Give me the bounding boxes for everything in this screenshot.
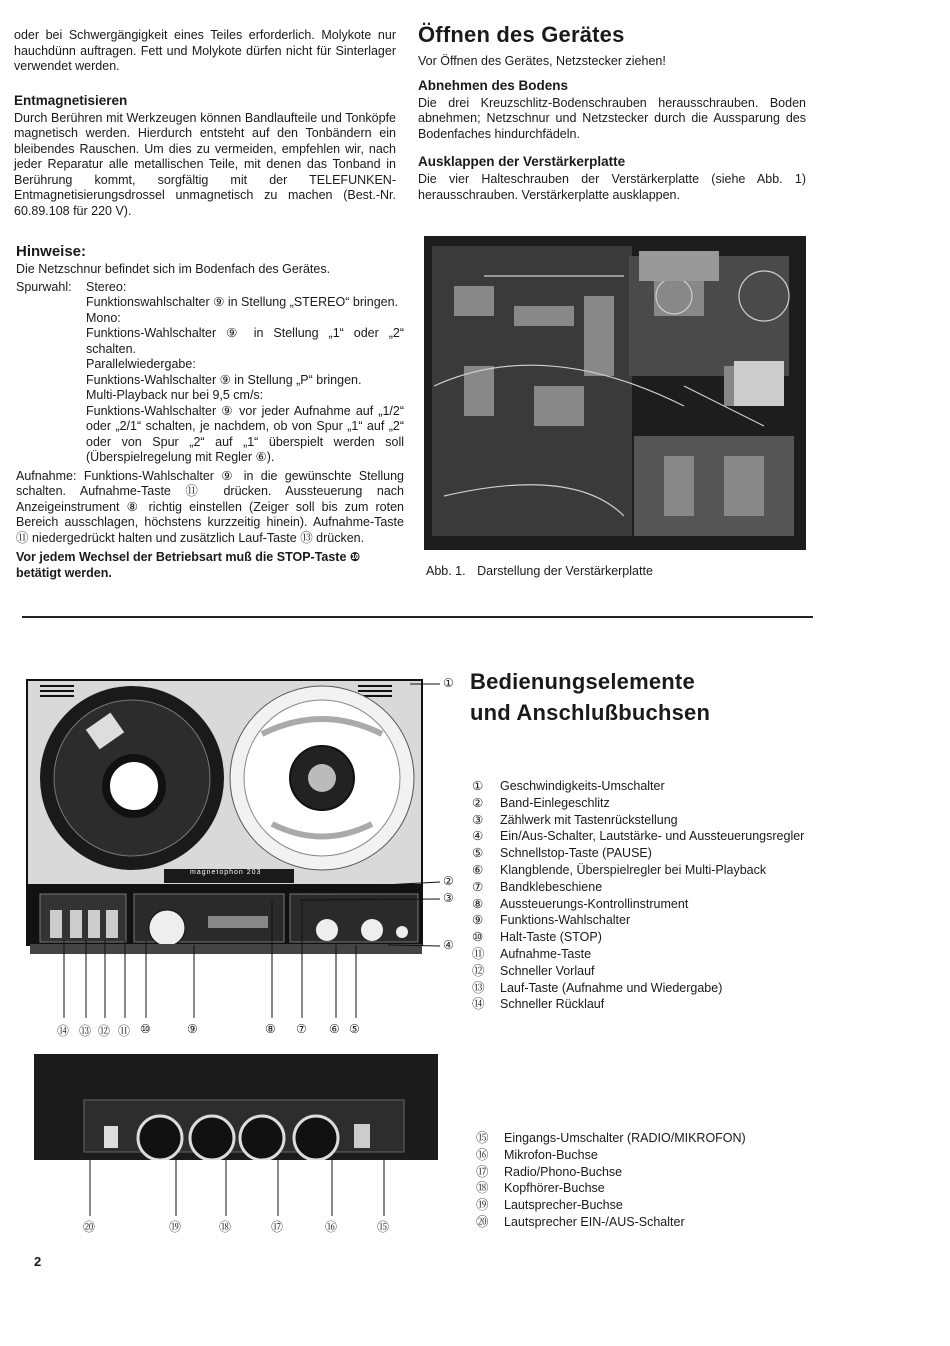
callout-12: ⑫ [98, 1024, 111, 1038]
legend-item: ⑭ Schneller Rücklauf [472, 997, 605, 1012]
entmagnetisieren-heading: Entmagnetisieren [14, 92, 128, 108]
callout-6: ⑥ [329, 1022, 340, 1036]
controls-legend [472, 778, 842, 1013]
callout-19: ⑲ [169, 1220, 182, 1234]
oeffnen-subtitle: Vor Öffnen des Gerätes, Netzstecker ziehen! [418, 54, 666, 68]
callout-8: ⑧ [265, 1022, 276, 1036]
stereo-text: Funktionswahlschalter ⑨ in Stellung „STEREO“ bringen. [86, 295, 399, 309]
boden-text: Die drei Kreuzschlitz-Bodenschrauben herausschrauben. Boden abnehmen; Netzschnur und Netzstecker durch die Aussparung des Bodenfaches hindurchfädeln. [418, 95, 806, 141]
legend-item: ③ Zählwerk mit Tastenrückstellung [472, 812, 678, 827]
legend-item: ① Geschwindigkeits-Umschalter [472, 779, 665, 793]
sockets-legend [476, 1130, 796, 1231]
spurwahl-label: Spurwahl: [16, 279, 72, 294]
figure-caption-text: Darstellung der Verstärkerplatte [477, 564, 653, 578]
callout-13: ⑬ [79, 1024, 92, 1038]
stereo-label: Stereo: [86, 279, 127, 294]
legend-item: ⑰ Radio/Phono-Buchse [476, 1164, 623, 1179]
boden-heading: Abnehmen des Bodens [418, 77, 569, 93]
multi-playback-text: Funktions-Wahlschalter ⑨ vor jeder Aufnahme auf „1/2“ oder „2/1“ schalten, je nachdem, ob von Spur „1“ auf „2“ oder von Spur „2“ auf „1“ überspielt werden soll (Überspielregelung mit Regler ⑥). [86, 403, 404, 464]
callout-15: ⑮ [377, 1220, 390, 1234]
oeffnen-title: Öffnen des Gerätes [418, 22, 625, 47]
entmagnetisieren-text: Durch Berühren mit Werkzeugen können Bandlaufteile und Tonköpfe magnetisch werden. Hierdurch entsteht auf den Tonbändern ein bleibendes Rauschen. Um dies zu vermeiden, empfehlen wir, nach jeder Reparatur alle metallischen Teile, mit denen das Tonband in Berührung kommt, sorgfältig mit der TELEFUNKEN-Entmagnetisierungsdrossel unmagnetisch zu machen (Best.-Nr. 60.89.108 für 220 V). [14, 110, 396, 218]
callout-9: ⑨ [187, 1022, 198, 1036]
intro-paragraph: oder bei Schwergängigkeit eines Teiles erforderlich. Molykote nur hauchdünn auftragen. Fett und Molykote dürfen nicht für Sinterlager verwendet werden. [14, 28, 396, 73]
legend-item: ⑧ Aussteuerungs-Kontrollinstrument [472, 896, 689, 911]
legend-item: ⑪ Aufnahme-Taste [472, 946, 592, 961]
legend-item: ⑨ Funktions-Wahlschalter [472, 913, 631, 928]
rear-panel-photo [34, 1054, 438, 1160]
callout-7: ⑦ [296, 1022, 307, 1036]
parallel-label: Parallelwiedergabe: [86, 357, 196, 371]
callout-17: ⑰ [271, 1220, 284, 1234]
legend-item: ⑱ Kopfhörer-Buchse [476, 1181, 605, 1196]
platte-text: Die vier Halteschrauben der Verstärkerplatte (siehe Abb. 1) herausschrauben. Verstärkerplatte ausklappen. [418, 172, 806, 202]
callout-20: ⑳ [83, 1220, 96, 1234]
legend-item: ⑮ Eingangs-Umschalter (RADIO/MIKROFON) [476, 1131, 746, 1145]
mono-label: Mono: [86, 310, 121, 325]
platte-heading: Ausklappen der Verstärkerplatte [418, 154, 626, 169]
netzschnur-note: Die Netzschnur befindet sich im Bodenfach des Gerätes. [16, 262, 331, 276]
callout-1: ① [443, 676, 454, 690]
legend-item: ⑳ Lautsprecher EIN-/AUS-Schalter [476, 1214, 685, 1229]
legend-item: ⑩ Halt-Taste (STOP) [472, 930, 602, 945]
legend-item: ⑫ Schneller Vorlauf [472, 963, 595, 978]
legend-item: ⑤ Schnellstop-Taste (PAUSE) [472, 846, 652, 861]
page-number: 2 [34, 1254, 42, 1269]
bedienung-title [470, 666, 810, 728]
callout-3: ③ [443, 891, 454, 905]
aufnahme-text: Funktions-Wahlschalter ⑨ in die gewünschte Stellung schalten. Aufnahme-Taste ⑪ drücken. Aussteuerung nach Anzeigeinstrument ⑧ richtig einstellen (Zeiger soll bis zum roten Bereich ausschlagen, höchstens kurzzeitig hinein). Aufnahme-Taste ⑪ niedergedrückt halten und zusätzlich Lauf-Taste ⑬ drücken. [16, 468, 404, 545]
parallel-text: Funktions-Wahlschalter ⑨ in Stellung „P“ bringen. [86, 372, 362, 387]
legend-item: ⑦ Bandklebeschiene [472, 879, 603, 894]
multi-playback-label: Multi-Playback nur bei 9,5 cm/s: [86, 388, 264, 402]
callout-2: ② [443, 874, 454, 888]
legend-item: ⑥ Klangblende, Überspielregler bei Multi-Playback [472, 862, 767, 877]
callout-5: ⑤ [349, 1022, 360, 1036]
legend-item: ⑬ Lauf-Taste (Aufnahme und Wiedergabe) [472, 980, 723, 995]
callout-16: ⑯ [325, 1220, 338, 1234]
callout-14: ⑭ [57, 1024, 70, 1038]
legend-item: ④ Ein/Aus-Schalter, Lautstärke- und Aussteuerungsregler [472, 829, 805, 844]
callout-10: ⑩ [140, 1022, 151, 1036]
legend-item: ② Band-Einlegeschlitz [472, 795, 610, 810]
callout-4: ④ [443, 938, 454, 952]
hinweise-heading: Hinweise: [16, 243, 87, 260]
bedienung-title-line2: und Anschlußbuchsen [470, 700, 711, 725]
legend-item: ⑯ Mikrofon-Buchse [476, 1147, 598, 1162]
device-brand-label: magnetophon 203 [190, 869, 262, 876]
bedienung-title-line1: Bedienungselemente [470, 669, 695, 694]
callout-11: ⑪ [118, 1024, 131, 1038]
mono-text: Funktions-Wahlschalter ⑨ in Stellung „1“ oder „2“ schalten. [86, 326, 404, 356]
callout-18: ⑱ [219, 1220, 232, 1234]
legend-item: ⑲ Lautsprecher-Buchse [476, 1198, 623, 1213]
stop-warning: Vor jedem Wechsel der Betriebsart muß die STOP-Taste ❿ betätigt werden. [16, 550, 361, 580]
figure-caption-label: Abb. 1. [426, 564, 466, 578]
aufnahme-label: Aufnahme: [16, 468, 77, 483]
